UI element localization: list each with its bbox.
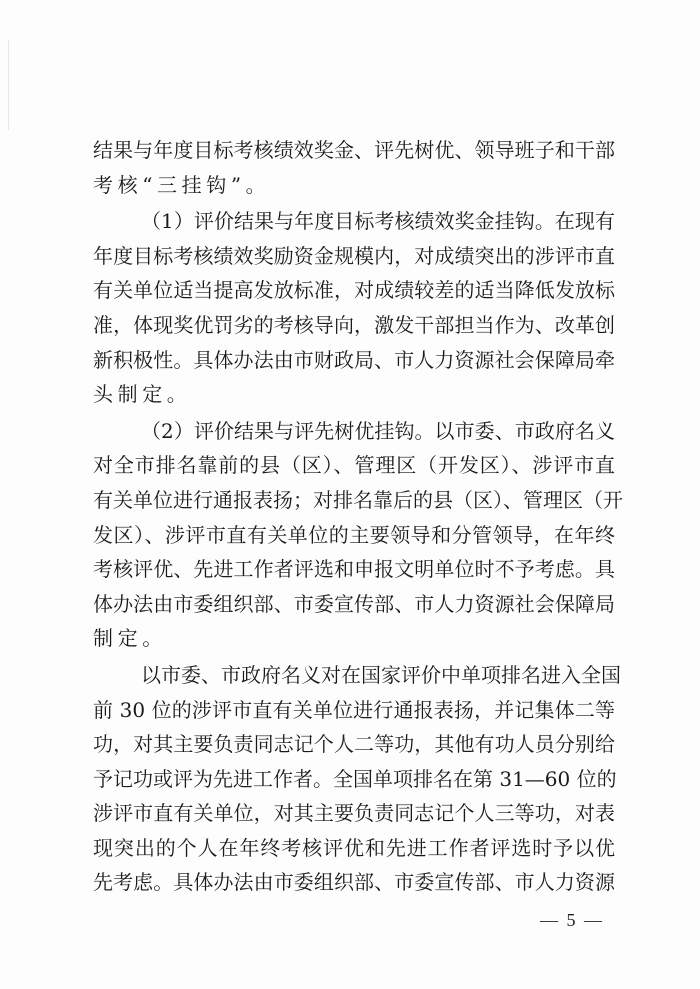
text-line: 制定。: [93, 626, 167, 651]
body-text: [93, 133, 623, 900]
paragraph-heading-1: （1）评价结果与年度目标考核绩效奖金挂钩。在现有: [141, 209, 615, 234]
text-line: 对全市排名靠前的县（区）、管理区（开发区）、涉评市直: [93, 453, 615, 478]
text-line: 发区）、涉评市直有关单位的主要领导和分管领导，在年终: [93, 522, 615, 547]
text-line: 体办法由市委组织部、市委宣传部、市人力资源社会保障局: [93, 591, 615, 616]
text-line: 有关单位进行通报表扬；对排名靠后的县（区）、管理区（开: [93, 487, 623, 512]
text-line: 考核评优、先进工作者评选和申报文明单位时不予考虑。具: [93, 557, 615, 582]
text-line: 年度目标考核绩效奖励资金规模内，对成绩突出的涉评市直: [93, 243, 615, 268]
text-line: 新积极性。具体办法由市财政局、市人力资源社会保障局牵: [93, 347, 615, 372]
text-line: 考核“三挂钩”。: [93, 172, 271, 197]
text-line: 涉评市直有关单位，对其主要负责同志记个人三等功，对表: [93, 801, 615, 826]
text-line: 头制定。: [93, 382, 192, 407]
scan-edge-mark: [8, 40, 9, 130]
text-line: 功，对其主要负责同志记个人二等功，其他有功人员分别给: [93, 732, 615, 757]
text-line: 予记功或评为先进工作者。全国单项排名在第 31—60 位的: [93, 766, 617, 791]
page-number: — 5 —: [540, 910, 604, 930]
paragraph-heading-2: （2）评价结果与评先树优挂钩。以市委、市政府名义: [141, 418, 615, 443]
text-line: 先考虑。具体办法由市委组织部、市委宣传部、市人力资源: [93, 870, 615, 895]
text-line: 前 30 位的涉评市直有关单位进行通报表扬，并记集体二等: [93, 697, 615, 722]
text-line: 现突出的个人在年终考核评优和先进工作者评选时予以优: [93, 835, 615, 860]
paragraph-start: 以市委、市政府名义对在国家评价中单项排名进入全国: [141, 662, 621, 687]
text-line: 有关单位适当提高发放标准，对成绩较差的适当降低发放标: [93, 278, 615, 303]
text-line: 准，体现奖优罚劣的考核导向，激发干部担当作为、改革创: [93, 312, 615, 337]
text-line: 结果与年度目标考核绩效奖金、评先树优、领导班子和干部: [93, 138, 615, 162]
